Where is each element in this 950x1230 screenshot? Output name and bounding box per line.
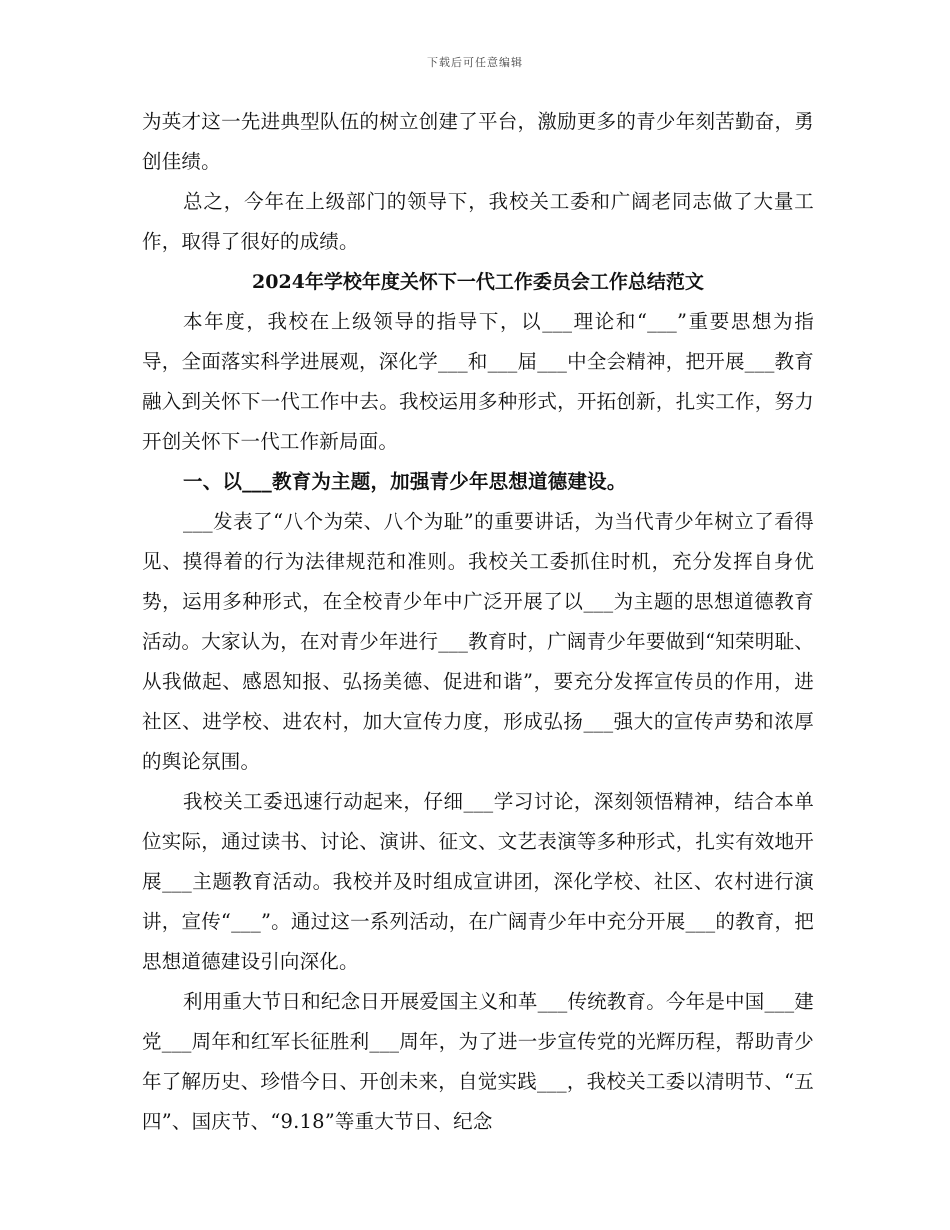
- page-header-note: 下载后可任意编辑: [427, 56, 523, 69]
- paragraph-continuation: 为英才这一先进典型队伍的树立创建了平台，激励更多的青少年刻苦勤奋，勇创佳绩。: [142, 110, 814, 173]
- document-body: [142, 102, 814, 1142]
- section-heading-1: 一、以___教育为主题，加强青少年思想道德建设。: [183, 470, 627, 493]
- paragraph-section-1-b: 我校关工委迅速行动起来，仔细___学习讨论，深刻领悟精神，结合本单位实际，通过读书、讨论、演讲、征文、文艺表演等多种形式，扎实有效地开展___主题教育活动。我校并及时组成宣讲团，深化学校、社区、农村进行演讲，宣传“___”。通过这一系列活动，在广阔青少年中充分开展___的教育，把思想道德建设引向深化。: [142, 790, 814, 973]
- paragraph-opening: 本年度，我校在上级领导的指导下，以___理论和“___”重要思想为指导，全面落实科学进展观，深化学___和___届___中全会精神，把开展___教育融入到关怀下一代工作中去。我校运用多种形式，开拓创新，扎实工作，努力开创关怀下一代工作新局面。: [142, 310, 814, 453]
- paragraph-conclusion: 总之，今年在上级部门的领导下，我校关工委和广阔老同志做了大量工作，取得了很好的成绩。: [142, 190, 814, 253]
- document-title: 2024年学校年度关怀下一代工作委员会工作总结范文: [252, 271, 704, 293]
- paragraph-section-1-a: ___发表了“八个为荣、八个为耻”的重要讲话，为当代青少年树立了看得见、摸得着的行为法律规范和准则。我校关工委抓住时机，充分发挥自身优势，运用多种形式，在全校青少年中广泛开展了以___为主题的思想道德教育活动。大家认为，在对青少年进行___教育时，广阔青少年要做到“知荣明耻、从我做起、感恩知报、弘扬美德、促进和谐”，要充分发挥宣传员的作用，进社区、进学校、进农村，加大宣传力度，形成弘扬___强大的宣传声势和浓厚的舆论氛围。: [142, 510, 814, 773]
- paragraph-section-1-c: 利用重大节日和纪念日开展爱国主义和革___传统教育。今年是中国___建党___周年和红军长征胜利___周年，为了进一步宣传党的光辉历程，帮助青少年了解历史、珍惜今日、开创未来，自觉实践___，我校关工委以清明节、“五四”、国庆节、“9.18”等重大节日、纪念: [142, 990, 815, 1133]
